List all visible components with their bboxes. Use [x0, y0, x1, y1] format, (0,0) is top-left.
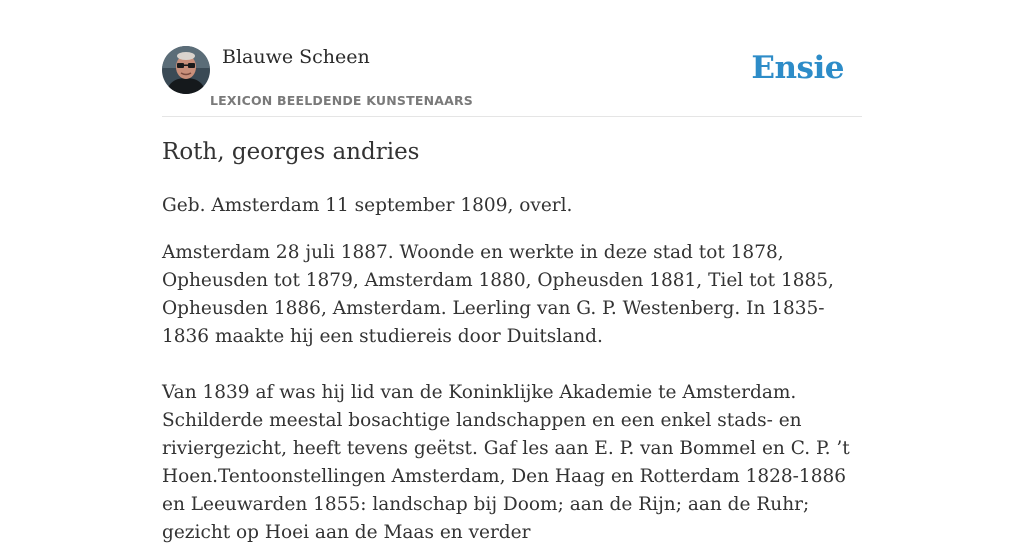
- header: [162, 46, 862, 117]
- article-paragraph: Van 1839 af was hij lid van de Koninklijke Akademie te Amsterdam. Schilderde meestal bosachtige landschappen en een enkel stads- en riviergezicht, heeft tevens geëtst. Gaf les aan E. P. van Bommel en C. P. ’t Hoen.Tentoonstellingen Amsterdam, Den Haag en Rotterdam 1828-1886 en Leeuwarden 1855: landschap bij Doom; aan de Rijn; aan de Ruhr; gezicht op Hoei aan de Maas en verder: [162, 382, 850, 543]
- article-body: [162, 192, 862, 547]
- article-title: Roth, georges andries: [162, 139, 420, 165]
- avatar-icon: [162, 46, 210, 94]
- author-name[interactable]: Blauwe Scheen: [222, 46, 370, 68]
- article-paragraph: Amsterdam 28 juli 1887. Woonde en werkte in deze stad tot 1878, Opheusden tot 1879, Amsterdam 1880, Opheusden 1881, Tiel tot 1885, Opheusden 1886, Amsterdam. Leerling van G. P. Westenberg. In 1835-1836 maakte hij een studiereis door Duitsland.: [162, 242, 834, 347]
- ensie-logo[interactable]: Ensie: [751, 50, 844, 86]
- collection-label[interactable]: LEXICON BEELDENDE KUNSTENAARS: [210, 93, 474, 108]
- author-avatar[interactable]: [162, 46, 210, 94]
- article-paragraph: Geb. Amsterdam 11 september 1809, overl.: [162, 195, 573, 216]
